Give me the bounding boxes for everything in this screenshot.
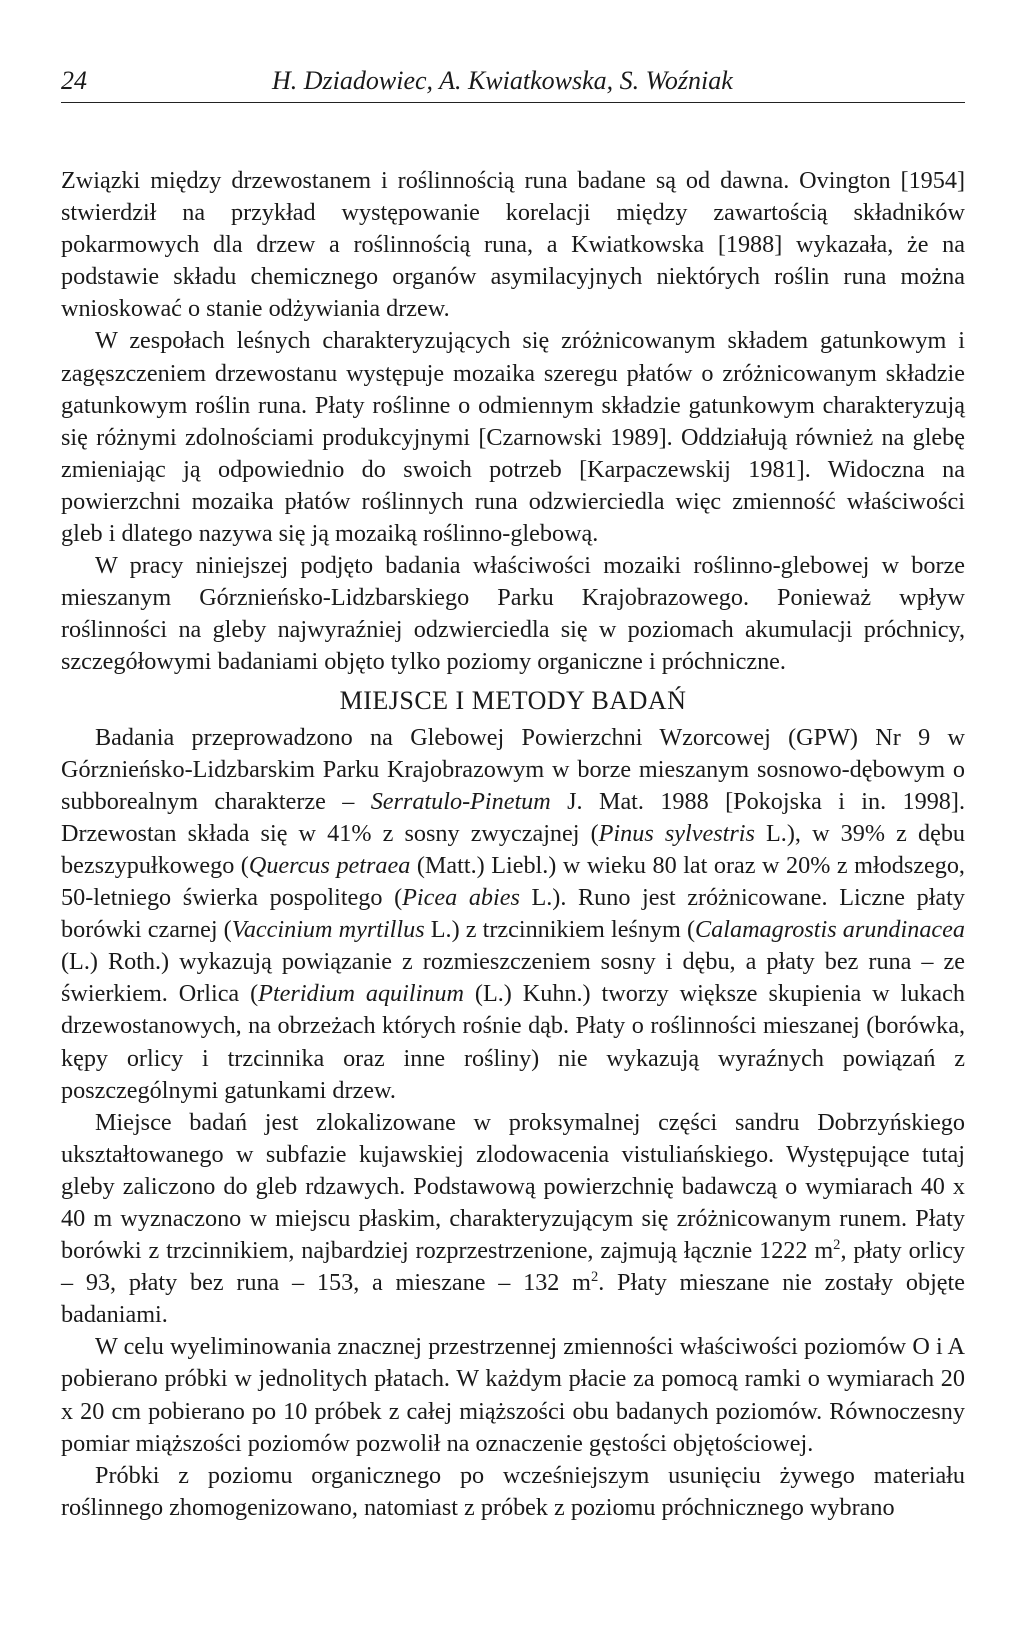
paragraph-p7 <box>61 1460 965 1524</box>
header-authors: H. Dziadowiec, A. Kwiatkowska, S. Woźniak <box>272 66 733 95</box>
text-run: Miejsce badań jest zlokalizowane w proksymalnej części sandru Dobrzyńskiego ukształtowanego w subfazie kujawskiej zlodowacenia vistuliańskiego. Występujące tutaj gleby zaliczono do gleb rdzawych. Podstawową powierzchnię badawczą o wymiarach 40 x 40 m wyznaczono w miejscu płaskim, charakteryzującym się zróżnicowanym runem. Płaty borówki z trzcinnikiem, najbardziej rozprzestrzenione, zajmują łącznie 1222 m <box>61 1108 965 1265</box>
running-header <box>61 60 965 103</box>
latin-name: Picea abies <box>402 884 520 912</box>
text-run: MIEJSCE I METODY BADAŃ <box>339 685 687 715</box>
paragraph-p6 <box>61 1331 965 1459</box>
superscript: 2 <box>590 1269 599 1286</box>
latin-name: Serratulo-Pinetum <box>370 787 551 815</box>
text-run: Związki między drzewostanem i roślinnością runa badane są od dawna. Ovington [1954] stwierdził na przykład występowanie korelacji między zawartością składników pokarmowych dla drzew a roślinnością runa, a Kwiatkowska [1988] wykazała, że na podstawie składu chemicznego organów asymilacyjnych niektórych roślin runa można wnioskować o stanie odżywiania drzew. <box>61 167 965 323</box>
text-run: , płaty orlicy – 93, płaty bez runa – 153, a mieszane – 132 m <box>61 1237 965 1297</box>
text-run: W zespołach leśnych charakteryzujących się zróżnicowanym składem gatunkowym i zagęszczeniem drzewostanu występuje mozaika szeregu płatów o zróżnicowanym składzie gatunkowym roślin runa. Płaty roślinne o odmiennym składzie gatunkowym charakteryzują się różnymi zdolnościami produkcyjnymi [Czarnowski 1989]. Oddziałują również na glebę zmieniając ją odpowiednio do swoich potrzeb [Karpaczewskij 1981]. Widoczna na powierzchni mozaika płatów roślinnych runa odzwierciedla więc zmienność właściwości gleb i dlatego nazywa się ją mozaiką roślinno-glebową. <box>61 327 965 548</box>
paragraph-p1 <box>61 165 965 325</box>
text-run: L.). Runo jest zróżnicowane. Liczne płaty borówki czarnej ( <box>61 884 965 944</box>
paragraph-p2 <box>61 325 965 550</box>
paragraph-p3 <box>61 550 965 678</box>
text-run: L.) z trzcinnikiem leśnym ( <box>424 916 696 944</box>
text-run: (Matt.) Liebl.) w wieku 80 lat oraz w 20% z młodszego, 50-letniego świerka pospolitego ( <box>61 851 965 912</box>
latin-name: Pinus sylvestris <box>598 819 755 847</box>
text-run: J. Mat. 1988 [Pokojska i in. 1998]. Drzewostan składa się w 41% z sosny zwyczajnej ( <box>61 787 965 847</box>
text-run: Badania przeprowadzono na Glebowej Powierzchni Wzorcowej (GPW) Nr 9 w Górznieńsko-Lidzbarskim Parku Krajobrazowym w borze mieszanym sosnowo-dębowym o subborealnym charakterze – <box>61 723 965 815</box>
text-run: L.), w 39% z dębu bezszypułkowego ( <box>61 819 966 879</box>
page-number: 24 <box>61 66 87 95</box>
paragraph-p5 <box>61 1107 965 1332</box>
text-run: . Płaty mieszane nie zostały objęte badaniami. <box>61 1269 965 1329</box>
latin-name: Calamagrostis arundinacea <box>695 916 965 944</box>
latin-name: Quercus petraea <box>248 851 411 879</box>
text-run: (L.) Roth.) wykazują powiązanie z rozmieszczeniem sosny i dębu, a płaty bez runa – ze świerkiem. Orlica ( <box>61 948 965 1008</box>
latin-name: Vaccinium myrtillus <box>231 916 425 944</box>
text-run: W pracy niniejszej podjęto badania właściwości mozaiki roślinno-glebowej w borze mieszanym Górznieńsko-Lidzbarskiego Parku Krajobrazowego. Ponieważ wpływ roślinności na gleby najwyraźniej odzwierciedla się w poziomach akumulacji próchnicy, szczegółowymi badaniami objęto tylko poziomy organiczne i próchniczne. <box>61 552 965 676</box>
text-run: (L.) Kuhn.) tworzy większe skupienia w lukach drzewostanowych, na obrzeżach których rośnie dąb. Płaty o roślinności mieszanej (borówka, kępy orlicy i trzcinnika oraz inne rośliny) nie wykazują wyraźnych powiązań z poszczególnymi gatunkami drzew. <box>61 980 965 1104</box>
superscript: 2 <box>833 1237 841 1254</box>
section-heading <box>61 685 965 717</box>
text-run: Próbki z poziomu organicznego po wcześniejszym usunięciu żywego materiału roślinnego zhomogenizowano, natomiast z próbek z poziomu próchnicznego wybrano <box>61 1461 965 1521</box>
body-text <box>61 165 965 1524</box>
paragraph-p4 <box>61 722 965 1107</box>
latin-name: Pteridium aquilinum <box>258 980 464 1008</box>
text-run: W celu wyeliminowania znacznej przestrzennej zmienności właściwości poziomów O i A pobierano próbki w jednolitych płatach. W każdym płacie za pomocą ramki o wymiarach 20 x 20 cm pobierano po 10 próbek z całej miąższości obu badanych poziomów. Równoczesny pomiar miąższości poziomów pozwolił na oznaczenie gęstości objętościowej. <box>61 1333 965 1457</box>
